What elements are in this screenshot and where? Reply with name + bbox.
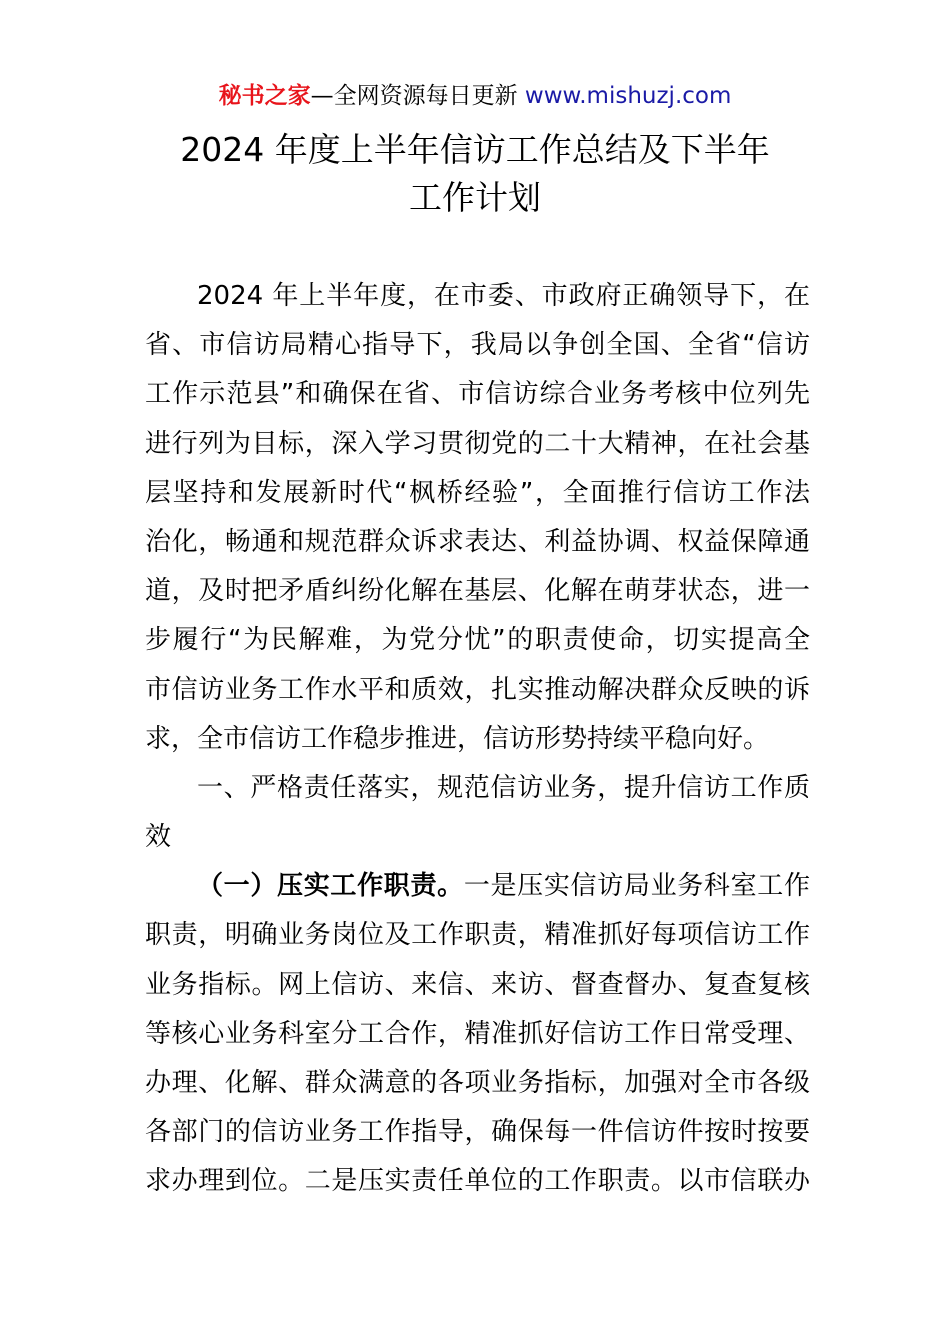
subsection-line: 职责，明确业务岗位及工作职责，精准抓好每项信访工作	[145, 920, 810, 951]
intro-line: 治化，畅通和规范群众诉求表达、利益协调、权益保障通	[145, 526, 810, 557]
header-tagline: —全网资源每日更新	[310, 83, 525, 109]
intro-line: 层坚持和发展新时代“枫桥经验”，全面推行信访工作法	[145, 477, 810, 508]
subsection-line: 业务指标。网上信访、来信、来访、督查督办、复查复核	[145, 969, 810, 1000]
subsection-line: 办理、化解、群众满意的各项业务指标，加强对全市各级	[145, 1068, 810, 1098]
subsection-first-line	[145, 862, 810, 911]
document-title	[100, 126, 850, 222]
intro-line: 求，全市信访工作稳步推进，信访形势持续平稳向好。	[145, 723, 770, 754]
intro-line: 2024 年上半年度，在市委、市政府正确领导下，在	[197, 281, 810, 311]
section-heading-line: 一、严格责任落实，规范信访业务，提升信访工作质	[197, 772, 810, 803]
subsection-line: 等核心业务科室分工合作，精准抓好信访工作日常受理、	[145, 1018, 810, 1049]
section-heading-line: 效	[145, 822, 172, 853]
intro-line: 工作示范县”和确保在省、市信访综合业务考核中位列先	[145, 379, 810, 410]
page-header	[0, 80, 950, 112]
intro-line: 道，及时把矛盾纠纷化解在基层、化解在萌芽状态，进一	[145, 576, 810, 607]
title-line-1: 2024 年度上半年信访工作总结及下半年	[180, 130, 770, 169]
intro-line: 市信访业务工作水平和质效，扎实推动解决群众反映的诉	[145, 674, 810, 705]
subsection-heading: （一）压实工作职责。	[197, 871, 464, 902]
subsection-line: 各部门的信访业务工作指导，确保每一件信访件按时按要	[145, 1117, 810, 1148]
intro-line: 步履行“为民解难，为党分忧”的职责使命，切实提高全	[145, 625, 810, 656]
site-url[interactable]: www.mishuzj.com	[524, 83, 732, 109]
document-body	[145, 272, 810, 1207]
brand-name: 秘书之家	[218, 83, 311, 109]
intro-line: 进行列为目标，深入学习贯彻党的二十大精神，在社会基	[145, 428, 810, 459]
subsection-line: 求办理到位。二是压实责任单位的工作职责。以市信联办	[145, 1166, 810, 1197]
title-line-2: 工作计划	[409, 178, 541, 217]
subsection-first-line-text: 一是压实信访局业务科室工作	[463, 871, 810, 902]
intro-line: 省、市信访局精心指导下，我局以争创全国、全省“信访	[145, 330, 810, 361]
